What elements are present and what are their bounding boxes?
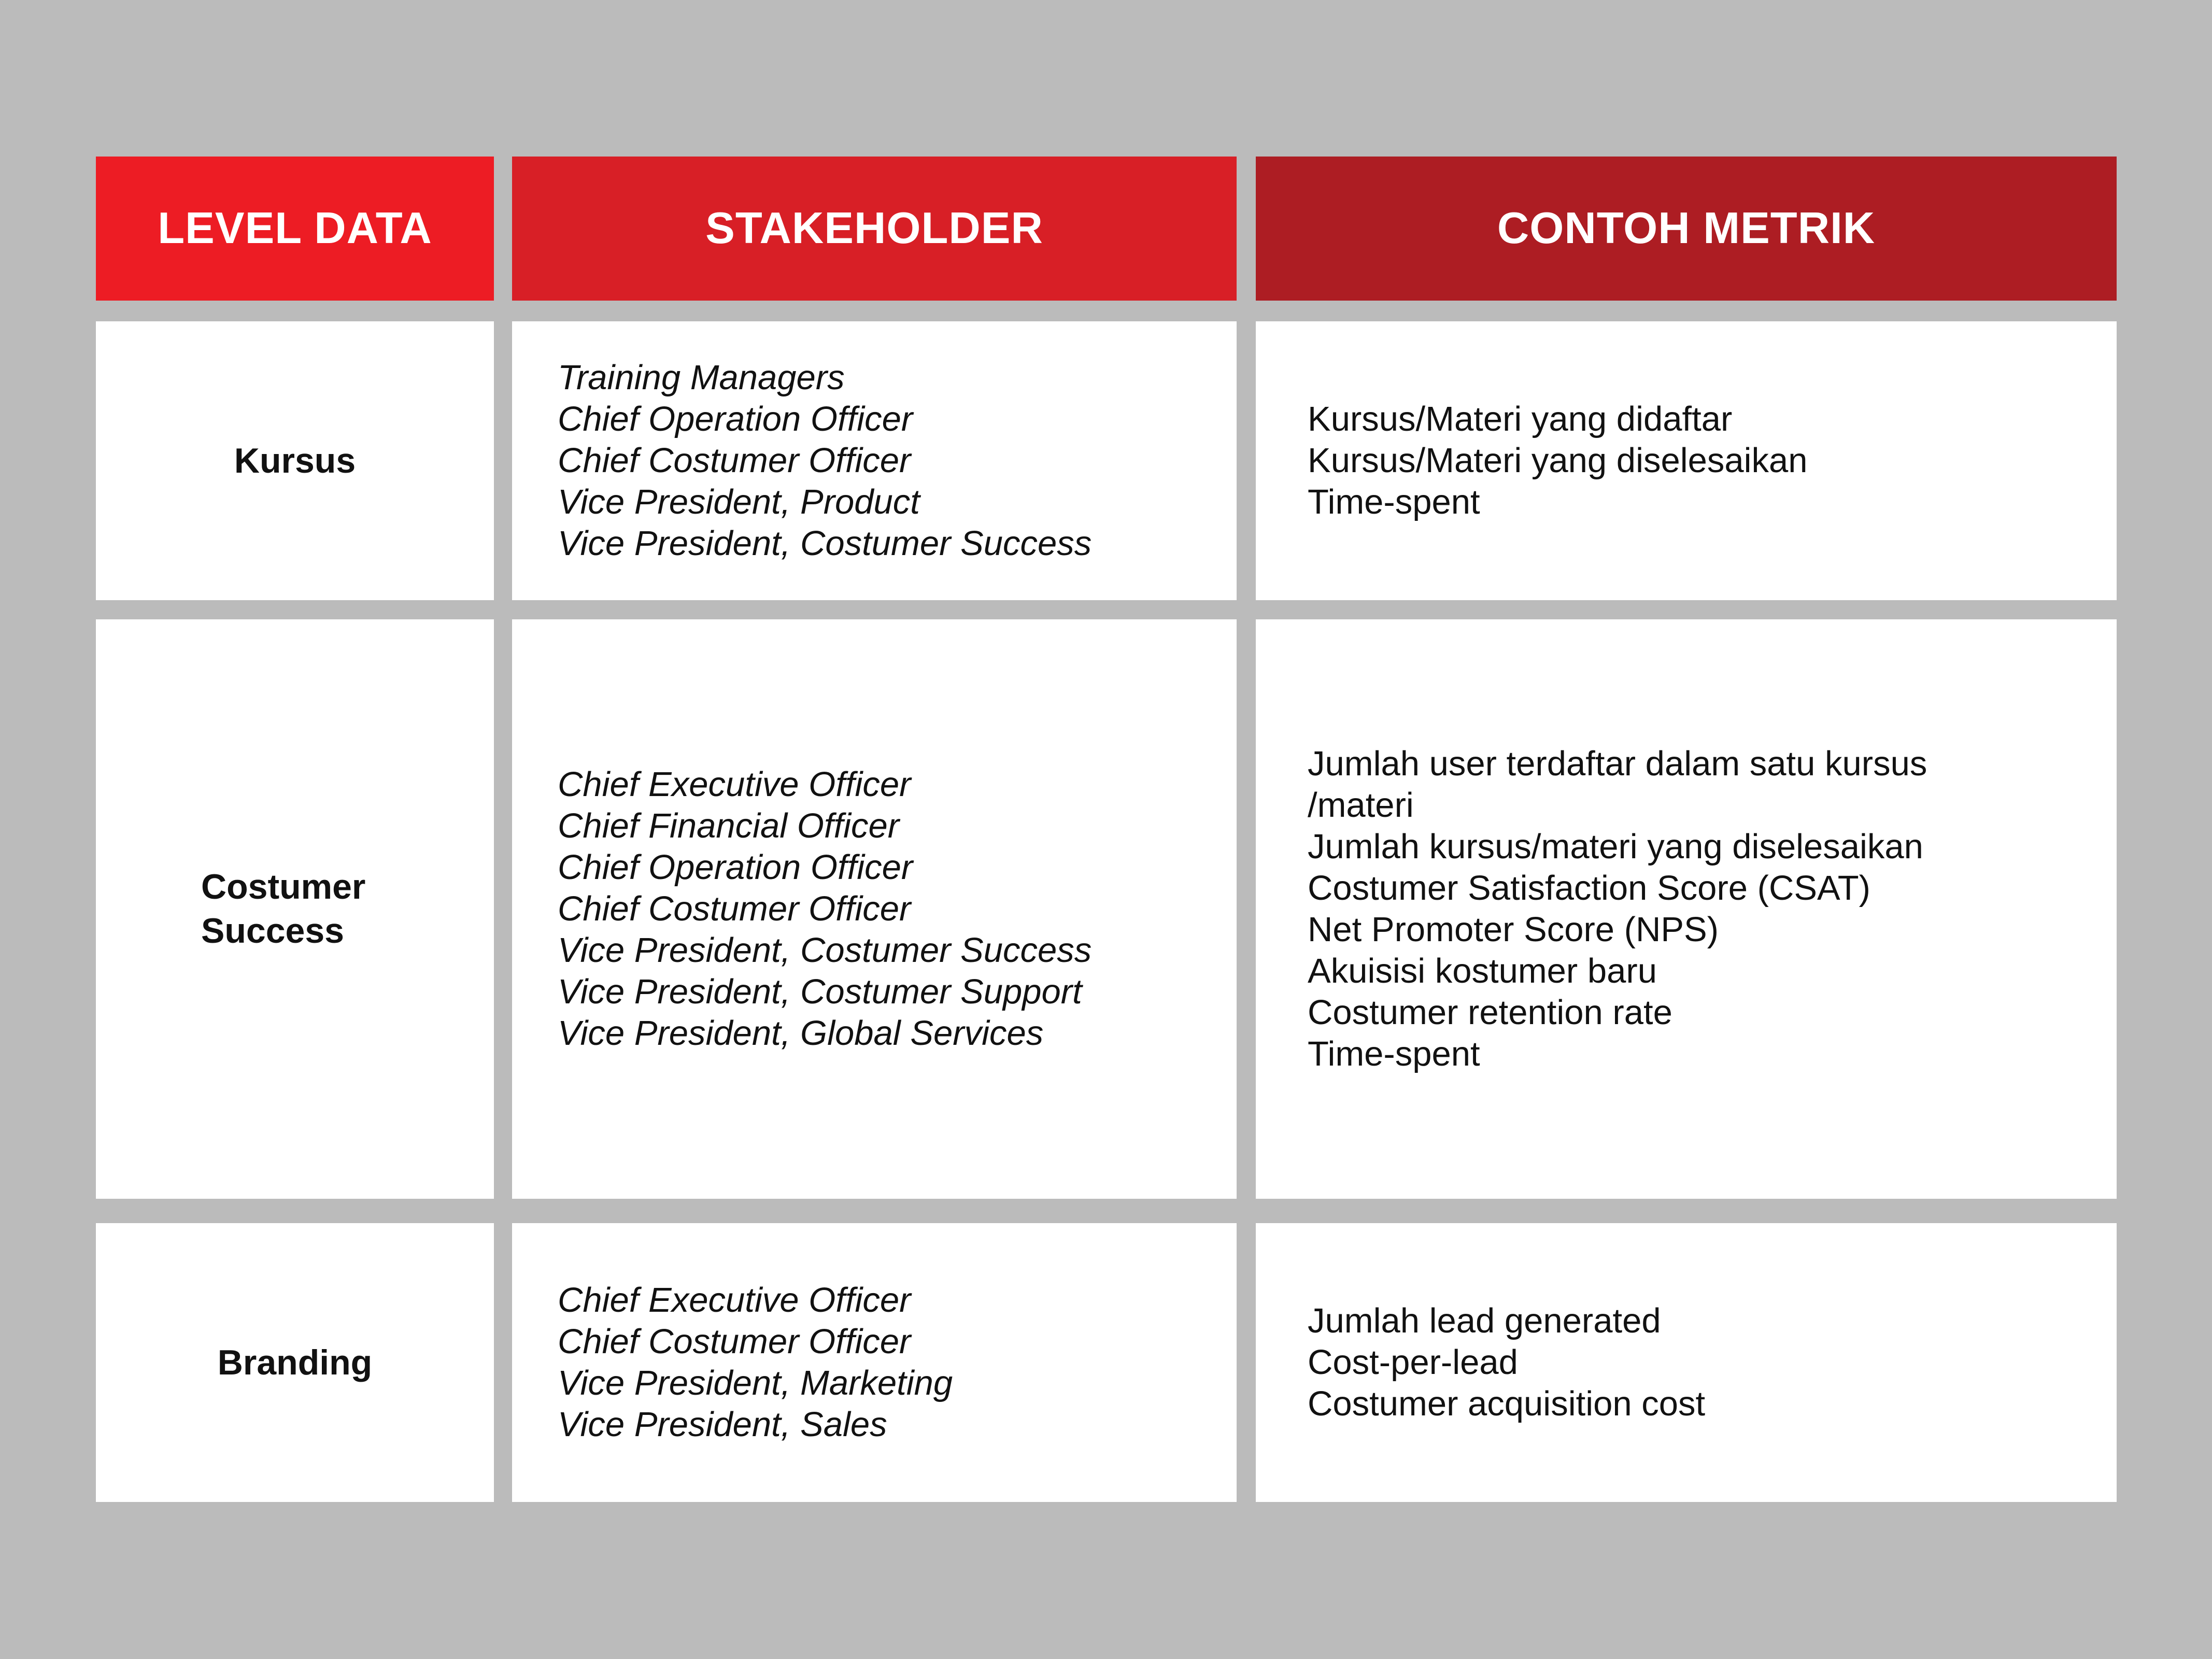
stakeholder-item: Training Managers — [558, 358, 845, 397]
stakeholder-item: Vice President, Sales — [558, 1405, 887, 1444]
stakeholder-item: Vice President, Product — [558, 483, 920, 521]
level-label: Kursus — [234, 441, 356, 480]
header-contoh-metrik-label: CONTOH METRIK — [1497, 204, 1876, 253]
level-label: Costumer — [201, 867, 366, 906]
metric-item: Jumlah lead generated — [1308, 1301, 1661, 1340]
stakeholder-item: Vice President, Global Services — [558, 1014, 1044, 1053]
metric-item: Jumlah kursus/materi yang diselesaikan — [1308, 827, 1923, 866]
level-label: Branding — [217, 1342, 373, 1382]
metric-item: Kursus/Materi yang didaftar — [1308, 400, 1733, 438]
row-branding-level-cell — [96, 1223, 494, 1502]
stakeholder-item: Vice President, Costumer Success — [558, 931, 1092, 970]
metric-item: Akuisisi kostumer baru — [1308, 952, 1657, 990]
stakeholder-item: Chief Executive Officer — [558, 1281, 911, 1320]
header-level-data-label: LEVEL DATA — [158, 204, 432, 253]
row-branding-metric-cell — [1256, 1223, 2117, 1502]
stakeholder-item: Chief Costumer Officer — [558, 889, 911, 928]
row-kursus-level-cell — [96, 321, 494, 600]
stakeholder-item: Chief Financial Officer — [558, 806, 900, 845]
row-costumer-success-metric-cell — [1256, 619, 2117, 1199]
metric-item: Jumlah user terdaftar dalam satu kursus — [1308, 744, 1927, 783]
stakeholder-item: Chief Operation Officer — [558, 400, 913, 438]
metric-item: Cost-per-lead — [1308, 1343, 1518, 1382]
row-costumer-success-stakeholder-cell — [512, 619, 1237, 1199]
level-label: Success — [201, 911, 344, 951]
metric-item: Time-spent — [1308, 483, 1480, 521]
stakeholder-item: Chief Costumer Officer — [558, 1322, 911, 1361]
header-contoh-metrik — [1256, 157, 2117, 301]
metric-item: Time-spent — [1308, 1034, 1480, 1073]
stakeholder-item: Chief Operation Officer — [558, 848, 913, 887]
row-kursus-metric-cell — [1256, 321, 2117, 600]
metric-item: Kursus/Materi yang diselesaikan — [1308, 441, 1808, 480]
metric-item: /materi — [1308, 786, 1414, 825]
metric-item: Costumer Satisfaction Score (CSAT) — [1308, 869, 1870, 908]
header-level-data — [96, 157, 494, 301]
stakeholder-item: Chief Executive Officer — [558, 765, 911, 804]
stakeholder-item: Chief Costumer Officer — [558, 441, 911, 480]
stakeholder-item: Vice President, Costumer Success — [558, 524, 1092, 563]
metric-item: Costumer acquisition cost — [1308, 1384, 1706, 1423]
header-stakeholder — [512, 157, 1237, 301]
row-costumer-success-level-cell — [96, 619, 494, 1199]
row-kursus-stakeholder-cell — [512, 321, 1237, 600]
row-branding-stakeholder-cell — [512, 1223, 1237, 1502]
stakeholder-item: Vice President, Marketing — [558, 1364, 953, 1402]
stakeholder-item: Vice President, Costumer Support — [558, 972, 1082, 1011]
header-stakeholder-label: STAKEHOLDER — [705, 204, 1043, 253]
metric-item: Net Promoter Score (NPS) — [1308, 910, 1719, 949]
metric-item: Costumer retention rate — [1308, 993, 1672, 1032]
